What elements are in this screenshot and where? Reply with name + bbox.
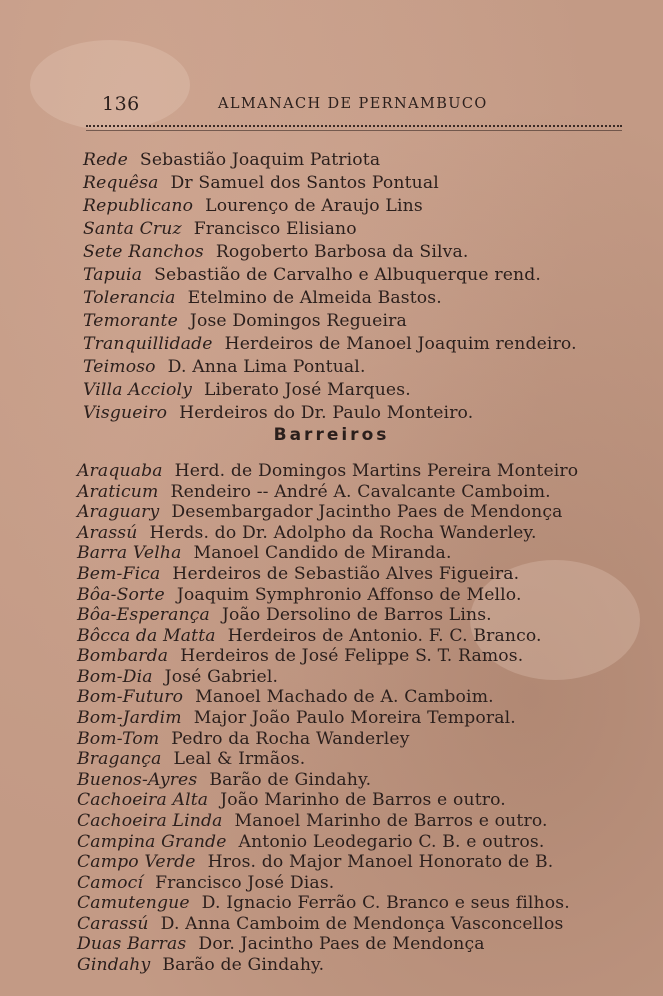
list-item (77, 914, 563, 934)
property-name: Teimoso (83, 357, 156, 377)
property-name: Gindahy (77, 955, 151, 975)
property-name: Temorante (83, 311, 178, 331)
list-item (77, 790, 506, 810)
page-header (0, 93, 663, 117)
owner-name: Herdeiros de Antonio. F. C. Branco. (227, 625, 542, 646)
property-name: Requêsa (83, 173, 159, 193)
list-item (77, 770, 371, 790)
owner-name: Sebastião de Carvalho e Albuquerque rend. (154, 265, 542, 285)
owner-name: Herd. de Domingos Martins Pereira Monteiro (174, 461, 579, 481)
owner-name: Dr Samuel dos Santos Pontual (170, 173, 439, 193)
list-item (77, 502, 563, 522)
owner-name: José Gabriel. (164, 666, 279, 687)
list-item (83, 311, 407, 331)
owner-name: Sebastião Joaquim Patriota (139, 150, 381, 170)
list-item (77, 461, 578, 481)
owner-name: Manoel Marinho de Barros e outro. (234, 810, 548, 831)
list-item (77, 729, 410, 749)
property-name: Cachoeira Linda (77, 810, 223, 831)
list-item (83, 196, 423, 216)
list-item (83, 380, 411, 400)
property-name: Carassú (77, 913, 149, 934)
property-name: Arassú (77, 522, 138, 543)
list-item (77, 585, 522, 605)
list-item (83, 150, 380, 170)
property-name: Bôa-Sorte (77, 584, 165, 605)
property-name: Bom-Jardim (77, 708, 182, 728)
list-item (77, 667, 278, 687)
owner-name: D. Anna Lima Pontual. (167, 357, 366, 377)
owner-name: Leal & Irmãos. (173, 749, 306, 770)
list-item (83, 265, 541, 285)
owner-name: Hros. do Major Manoel Honorato de B. (207, 852, 554, 873)
owner-name: Antonio Leodegario C. B. e outros. (238, 831, 545, 852)
owner-name: Barão de Gindahy. (162, 955, 325, 975)
property-name: Duas Barras (77, 934, 187, 955)
list-item (77, 934, 485, 954)
property-name: Bom-Futuro (77, 687, 184, 708)
owner-name: Rogoberto Barbosa da Silva. (215, 242, 469, 262)
owner-name: Pedro da Rocha Wanderley (171, 728, 410, 749)
list-item (83, 357, 366, 377)
header-rule (86, 125, 622, 131)
list-item (77, 523, 537, 543)
property-name: Campina Grande (77, 831, 227, 852)
property-name: Buenos-Ayres (77, 769, 198, 790)
property-name: Tranquillidade (83, 334, 213, 354)
owner-name: Barão de Gindahy. (209, 769, 372, 790)
owner-name: Rendeiro -- André A. Cavalcante Camboim. (170, 481, 551, 502)
list-item (77, 543, 452, 563)
property-name: Campo Verde (77, 852, 196, 873)
list-item (83, 334, 577, 354)
owner-name: João Dersolino de Barros Lins. (221, 605, 492, 626)
owner-name: Desembargador Jacintho Paes de Mendonça (171, 502, 563, 523)
list-item (77, 873, 334, 893)
property-name: Bôa-Esperança (77, 605, 210, 626)
list-item (83, 173, 439, 193)
owner-name: João Marinho de Barros e outro. (220, 790, 506, 811)
owner-name: Liberato José Marques. (203, 380, 411, 400)
list-item (77, 605, 492, 625)
owner-name: Francisco José Dias. (155, 872, 335, 893)
list-item (77, 852, 553, 872)
list-item (83, 219, 357, 239)
owner-name: Manoel Machado de A. Camboim. (195, 687, 494, 708)
property-name: Villa Accioly (83, 380, 192, 400)
property-name: Tolerancia (83, 288, 176, 308)
list-item (83, 288, 442, 308)
list-item (77, 564, 519, 584)
property-name: Araticum (77, 481, 159, 502)
owner-name: Jose Domingos Regueira (189, 311, 407, 331)
list-item (77, 811, 548, 831)
owner-name: Manoel Candido de Miranda. (193, 543, 452, 564)
list-item (77, 832, 544, 852)
property-name: Barra Velha (77, 543, 182, 564)
property-name: Bombarda (77, 646, 169, 667)
owner-name: Major João Paulo Moreira Temporal. (193, 708, 516, 728)
property-name: Araquaba (77, 461, 163, 481)
property-name: Cachoeira Alta (77, 790, 209, 811)
owner-name: D. Ignacio Ferrão C. Branco e seus filhos. (201, 893, 570, 914)
list-item (77, 687, 494, 707)
page-number: 136 (102, 93, 140, 115)
owner-name: Etelmino de Almeida Bastos. (187, 288, 442, 308)
list-item (83, 242, 469, 262)
property-name: Visgueiro (83, 403, 168, 423)
owner-name: Francisco Elisiano (193, 219, 357, 239)
property-name: Bôcca da Matta (77, 625, 216, 646)
property-name: Bom-Tom (77, 728, 160, 749)
property-name: Bragança (77, 749, 162, 770)
list-item (77, 482, 551, 502)
owner-name: Herdeiros de José Felippe S. T. Ramos. (180, 646, 524, 667)
property-name: Republicano (83, 196, 194, 216)
property-name: Tapuia (83, 265, 143, 285)
running-head: ALMANACH DE PERNAMBUCO (218, 96, 488, 112)
owner-name: D. Anna Camboim de Mendonça Vasconcellos (160, 913, 564, 934)
list-item (77, 893, 570, 913)
list-item (77, 626, 542, 646)
list-item (77, 646, 523, 666)
list-item (77, 708, 516, 728)
owner-name: Herdeiros de Manoel Joaquim rendeiro. (224, 334, 577, 354)
owner-name: Lourenço de Araujo Lins (205, 196, 423, 216)
property-name: Araguary (77, 502, 160, 523)
property-name: Bom-Dia (77, 666, 153, 687)
owner-name: Dor. Jacintho Paes de Mendonça (198, 934, 485, 955)
property-name: Camutengue (77, 893, 190, 914)
property-name: Camocí (77, 872, 144, 893)
section-title: Barreiros (273, 425, 390, 445)
list-item (77, 955, 324, 975)
property-name: Bem-Fica (77, 563, 161, 584)
owner-name: Herdeiros do Dr. Paulo Monteiro. (179, 403, 474, 423)
owner-name: Herds. do Dr. Adolpho da Rocha Wanderley. (149, 522, 537, 543)
owner-name: Herdeiros de Sebastião Alves Figueira. (172, 563, 520, 584)
list-item (83, 403, 473, 423)
property-name: Rede (83, 150, 128, 170)
list-item (77, 749, 305, 769)
property-name: Santa Cruz (83, 219, 182, 239)
owner-name: Joaquim Symphronio Affonso de Mello. (176, 584, 522, 605)
property-name: Sete Ranchos (83, 242, 204, 262)
